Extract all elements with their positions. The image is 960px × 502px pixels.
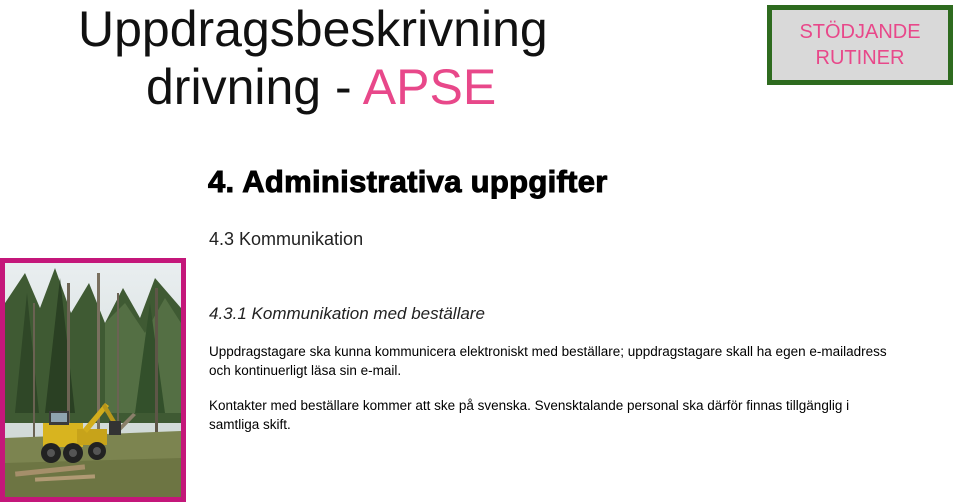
forest-harvester-photo: [0, 258, 186, 502]
paragraph-language: Kontakter med beställare kommer att ske på svenska. Svensktalande personal ska därför finnas tillgänglig i samtliga skift.: [209, 398, 850, 432]
stodjande-rutiner-badge: [767, 5, 953, 85]
title-line2-prefix: drivning -: [146, 59, 363, 115]
forest-harvester-image: [5, 263, 181, 497]
title-line2: [78, 58, 548, 116]
subsubsection-heading: 4.3.1 Kommunikation med beställare: [209, 304, 485, 323]
title-line1: Uppdragsbeskrivning: [78, 1, 548, 57]
badge-line2: RUTINER: [815, 47, 905, 69]
paragraph-electronic-communication: Uppdragstagare ska kunna kommunicera elektroniskt med beställare; uppdragstagare skall ha egen e-mailadress och kontinuerligt läsa sin e-mail.: [209, 344, 887, 378]
subsection-heading: 4.3 Kommunikation: [209, 229, 364, 249]
section-heading: 4. Administrativa uppgifter: [208, 164, 608, 199]
title-line2-accent: APSE: [362, 59, 497, 115]
page-title: [78, 0, 548, 116]
badge-line1: STÖDJANDE: [799, 21, 921, 43]
